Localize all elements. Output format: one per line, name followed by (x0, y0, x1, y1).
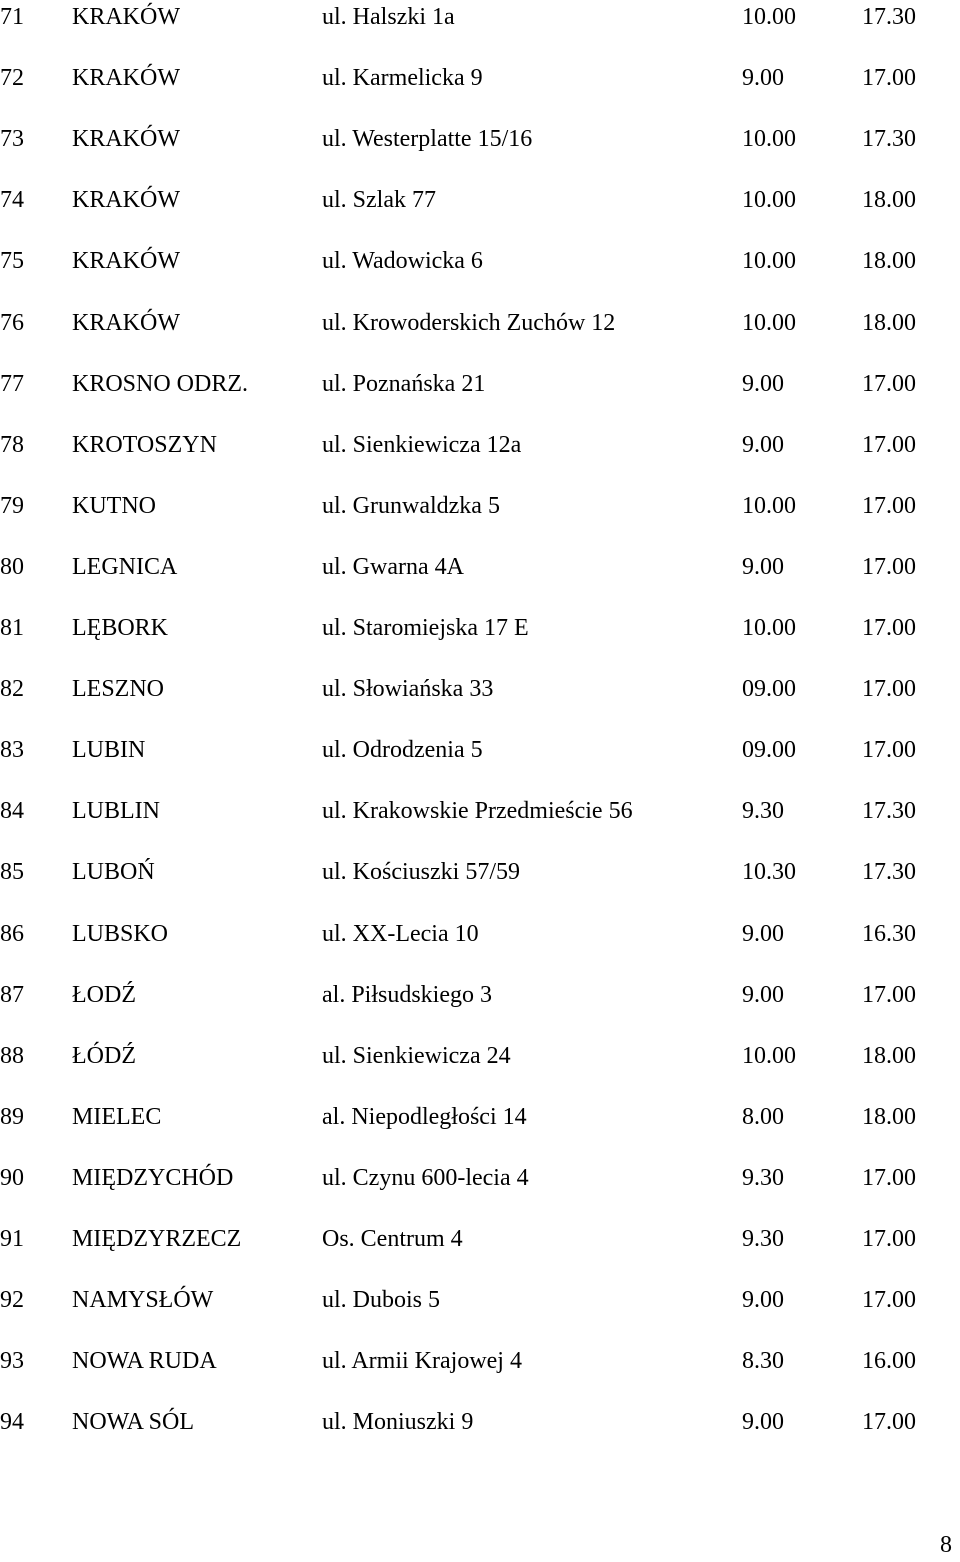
city-name: KROSNO ODRZ. (72, 370, 249, 397)
row-number: 93 (0, 1348, 24, 1375)
street-address: al. Piłsudskiego 3 (322, 981, 493, 1008)
table-row (0, 1222, 960, 1256)
closing-time: 17.30 (862, 4, 916, 30)
city-name: MIĘDZYRZECZ (72, 1226, 242, 1252)
street-address: ul. Gwarna 4A (322, 553, 464, 580)
closing-time: 17.00 (862, 1287, 916, 1314)
closing-time: 17.00 (862, 737, 916, 764)
closing-time: 16.30 (862, 920, 916, 947)
opening-time: 9.00 (742, 65, 784, 92)
row-number: 79 (0, 492, 24, 519)
table-row (0, 1100, 960, 1134)
closing-time: 18.00 (862, 1103, 916, 1130)
opening-time: 9.00 (742, 370, 784, 397)
table-row (0, 1405, 960, 1439)
table-row (0, 1283, 960, 1317)
row-number: 78 (0, 431, 24, 458)
row-number: 85 (0, 859, 24, 886)
table-row (0, 0, 960, 34)
table-row (0, 61, 960, 95)
city-name: KRAKÓW (72, 248, 180, 275)
row-number: 76 (0, 309, 24, 336)
city-name: MIELEC (72, 1103, 162, 1130)
opening-time: 9.30 (742, 798, 784, 825)
opening-time: 9.00 (742, 431, 784, 458)
opening-time: 9.30 (742, 1164, 784, 1191)
city-name: KRAKÓW (72, 126, 180, 153)
opening-time: 10.30 (742, 859, 796, 886)
street-address: ul. Sienkiewicza 12a (322, 431, 522, 458)
closing-time: 18.00 (862, 187, 916, 214)
opening-time: 10.00 (742, 615, 796, 641)
row-number: 83 (0, 737, 24, 764)
table-row (0, 306, 960, 340)
city-name: MIĘDZYCHÓD (72, 1164, 234, 1191)
row-number: 92 (0, 1287, 24, 1314)
opening-time: 10.00 (742, 4, 796, 30)
street-address: ul. Sienkiewicza 24 (322, 1042, 511, 1069)
opening-time: 10.00 (742, 492, 796, 519)
row-number: 86 (0, 920, 24, 947)
closing-time: 17.00 (862, 431, 916, 458)
city-name: KRAKÓW (72, 65, 180, 92)
closing-time: 18.00 (862, 248, 916, 275)
closing-time: 17.00 (862, 1164, 916, 1191)
row-number: 71 (0, 4, 24, 30)
table-row (0, 183, 960, 217)
opening-time: 9.00 (742, 981, 784, 1008)
city-name: LĘBORK (72, 615, 168, 641)
table-row (0, 855, 960, 889)
city-name: ŁÓDŹ (72, 1042, 136, 1069)
opening-time: 9.00 (742, 553, 784, 580)
closing-time: 17.30 (862, 859, 916, 886)
city-name: KRAKÓW (72, 309, 180, 336)
row-number: 81 (0, 615, 24, 641)
street-address: ul. Krakowskie Przedmieście 56 (322, 798, 633, 825)
closing-time: 17.00 (862, 65, 916, 92)
street-address: ul. Kościuszki 57/59 (322, 859, 520, 886)
opening-time: 8.00 (742, 1103, 784, 1130)
city-name: LUBIN (72, 737, 146, 764)
row-number: 74 (0, 187, 24, 214)
street-address: ul. Wadowicka 6 (322, 248, 483, 275)
table-row (0, 489, 960, 523)
street-address: Os. Centrum 4 (322, 1226, 463, 1252)
row-number: 72 (0, 65, 24, 92)
street-address: ul. XX-Lecia 10 (322, 920, 479, 947)
city-name: LUBLIN (72, 798, 160, 825)
table-row (0, 1344, 960, 1378)
row-number: 94 (0, 1409, 24, 1436)
closing-time: 17.00 (862, 370, 916, 397)
street-address: ul. Słowiańska 33 (322, 676, 494, 703)
street-address: ul. Dubois 5 (322, 1287, 441, 1314)
table-row (0, 794, 960, 828)
table-row (0, 672, 960, 706)
opening-time: 10.00 (742, 187, 796, 214)
street-address: ul. Staromiejska 17 E (322, 615, 529, 641)
city-name: KUTNO (72, 492, 156, 519)
city-name: NOWA SÓL (72, 1409, 195, 1436)
street-address: ul. Szlak 77 (322, 187, 436, 214)
opening-time: 9.00 (742, 1287, 784, 1314)
row-number: 88 (0, 1042, 24, 1069)
table-row (0, 611, 960, 645)
street-address: ul. Odrodzenia 5 (322, 737, 483, 764)
closing-time: 17.30 (862, 798, 916, 825)
street-address: ul. Czynu 600-lecia 4 (322, 1164, 529, 1191)
row-number: 84 (0, 798, 24, 825)
closing-time: 17.00 (862, 615, 916, 641)
table-row (0, 917, 960, 951)
opening-time: 10.00 (742, 309, 796, 336)
opening-time: 09.00 (742, 676, 796, 703)
street-address: ul. Moniuszki 9 (322, 1409, 474, 1436)
closing-time: 17.00 (862, 1409, 916, 1436)
street-address: ul. Halszki 1a (322, 4, 455, 30)
opening-time: 9.30 (742, 1226, 784, 1252)
opening-time: 10.00 (742, 1042, 796, 1069)
city-name: LESZNO (72, 676, 164, 703)
city-name: KRAKÓW (72, 187, 180, 214)
city-name: LUBOŃ (72, 859, 155, 886)
city-name: KRAKÓW (72, 4, 180, 30)
table-row (0, 1039, 960, 1073)
table-row (0, 978, 960, 1012)
row-number: 82 (0, 676, 24, 703)
street-address: ul. Grunwaldzka 5 (322, 492, 500, 519)
closing-time: 17.30 (862, 126, 916, 153)
row-number: 73 (0, 126, 24, 153)
row-number: 89 (0, 1103, 24, 1130)
opening-time: 10.00 (742, 248, 796, 275)
closing-time: 17.00 (862, 1226, 916, 1252)
closing-time: 17.00 (862, 981, 916, 1008)
opening-time: 10.00 (742, 126, 796, 153)
closing-time: 17.00 (862, 492, 916, 519)
city-name: LEGNICA (72, 553, 178, 580)
street-address: ul. Westerplatte 15/16 (322, 126, 533, 153)
opening-time: 8.30 (742, 1348, 784, 1375)
row-number: 80 (0, 553, 24, 580)
street-address: ul. Krowoderskich Zuchów 12 (322, 309, 616, 336)
city-name: ŁODŹ (72, 981, 136, 1008)
row-number: 77 (0, 370, 24, 397)
row-number: 91 (0, 1226, 24, 1252)
closing-time: 16.00 (862, 1348, 916, 1375)
table-row (0, 428, 960, 462)
city-name: NAMYSŁÓW (72, 1287, 214, 1314)
closing-time: 18.00 (862, 1042, 916, 1069)
street-address: ul. Karmelicka 9 (322, 65, 483, 92)
table-row (0, 550, 960, 584)
street-address: ul. Armii Krajowej 4 (322, 1348, 522, 1375)
city-name: LUBSKO (72, 920, 169, 947)
row-number: 87 (0, 981, 24, 1008)
city-name: NOWA RUDA (72, 1348, 217, 1375)
closing-time: 18.00 (862, 309, 916, 336)
table-row (0, 122, 960, 156)
row-number: 75 (0, 248, 24, 275)
closing-time: 17.00 (862, 676, 916, 703)
opening-time: 09.00 (742, 737, 796, 764)
street-address: ul. Poznańska 21 (322, 370, 486, 397)
table-row (0, 1161, 960, 1195)
table-row (0, 367, 960, 401)
opening-time: 9.00 (742, 920, 784, 947)
page-number: 8 (940, 1532, 952, 1558)
table-row (0, 733, 960, 767)
city-name: KROTOSZYN (72, 431, 217, 458)
table-row (0, 244, 960, 278)
opening-time: 9.00 (742, 1409, 784, 1436)
closing-time: 17.00 (862, 553, 916, 580)
street-address: al. Niepodległości 14 (322, 1103, 527, 1130)
row-number: 90 (0, 1164, 24, 1191)
